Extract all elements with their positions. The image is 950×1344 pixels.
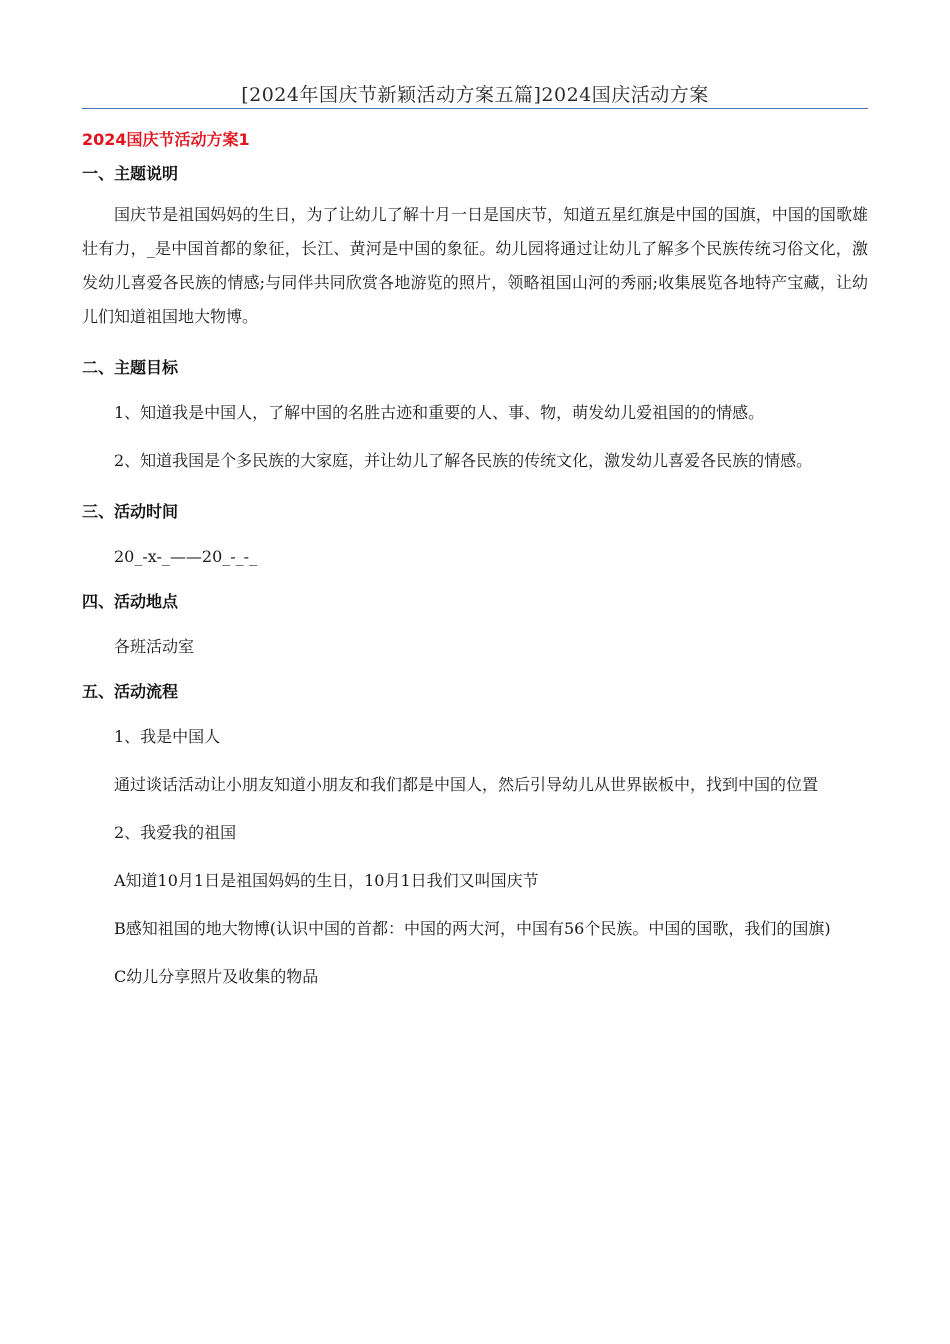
section-heading-theme-goals: 二、主题目标 (82, 358, 179, 377)
paragraph-activity-location: 各班活动室 (114, 637, 195, 656)
section-heading-theme-description: 一、主题说明 (82, 164, 179, 183)
paragraph-goal-2: 2、知道我国是个多民族的大家庭，并让幼儿了解各民族的传统文化，激发幼儿喜爱各民族的情感。 (114, 451, 813, 470)
paragraph-process-step-2-b: B感知祖国的地大物博(认识中国的首都：中国的两大河，中国有56个民族。中国的国歌，我们的国旗) (114, 919, 831, 938)
section-heading-activity-process: 五、活动流程 (82, 682, 179, 701)
running-header: [2024年国庆节新颖活动方案五篇]2024国庆活动方案 (241, 84, 709, 106)
document-title: 2024国庆节活动方案1 (82, 130, 250, 149)
paragraph-activity-time: 20_-x-_——20_-_-_ (114, 547, 258, 566)
section-heading-activity-time: 三、活动时间 (82, 502, 179, 521)
document-body (82, 126, 868, 994)
paragraph-process-step-2-c: C幼儿分享照片及收集的物品 (114, 967, 319, 986)
paragraph-process-step-1: 1、我是中国人 (114, 727, 221, 746)
paragraph-goal-1: 1、知道我是中国人，了解中国的名胜古迹和重要的人、事、物，萌发幼儿爱祖国的的情感。 (114, 403, 765, 422)
header-divider (82, 108, 868, 109)
paragraph-process-step-2: 2、我爱我的祖国 (114, 823, 237, 842)
paragraph-process-step-2-a: A知道10月1日是祖国妈妈的生日，10月1日我们又叫国庆节 (114, 871, 539, 890)
paragraph-process-step-1-detail: 通过谈话活动让小朋友知道小朋友和我们都是中国人，然后引导幼儿从世界嵌板中，找到中国的位置 (114, 775, 819, 794)
section-heading-activity-location: 四、活动地点 (82, 592, 179, 611)
paragraph-theme-description: 国庆节是祖国妈妈的生日，为了让幼儿了解十月一日是国庆节，知道五星红旗是中国的国旗，中国的国歌雄壮有力，_是中国首都的象征，长江、黄河是中国的象征。幼儿园将通过让幼儿了解多个民族传统习俗文化，激发幼儿喜爱各民族的情感;与同伴共同欣赏各地游览的照片，领略祖国山河的秀丽;收集展览各地特产宝藏，让幼儿们知道祖国地大物博。 (82, 205, 868, 326)
